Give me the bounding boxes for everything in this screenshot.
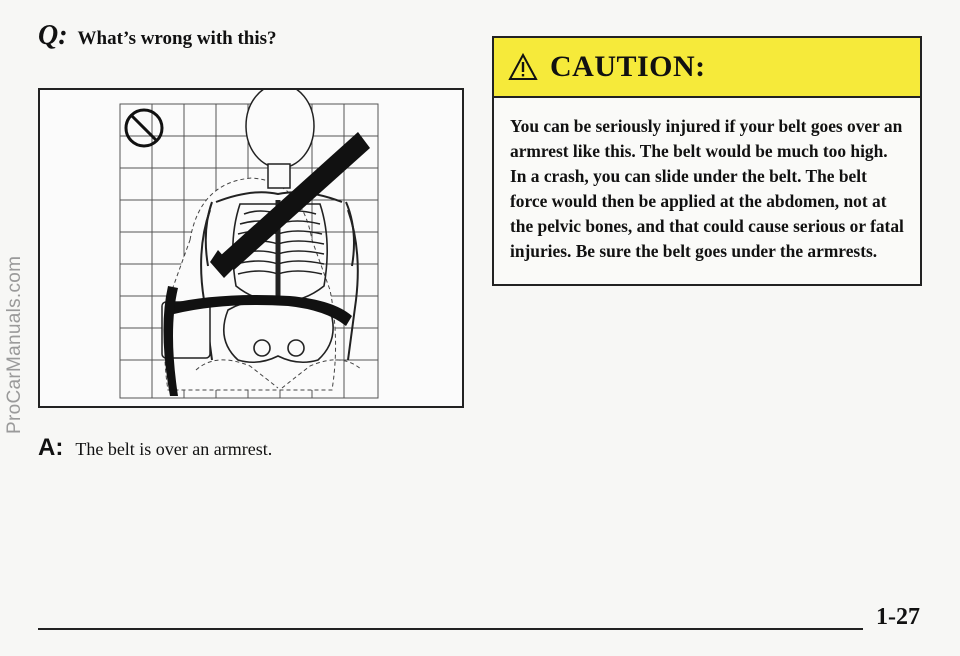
- answer-text: The belt is over an armrest.: [75, 439, 273, 459]
- prohibition-icon: [126, 110, 162, 146]
- caution-body: You can be seriously injured if your belt goes over an armrest like this. The belt would be much too high. In a crash, you can slide under the belt. The belt force would then be applied at the abdomen, not at the pelvic bones, and that could cause serious or fatal injuries. Be sure the belt goes under the armrests.: [510, 116, 904, 261]
- question-label: Q:: [38, 20, 68, 51]
- question-text: What’s wrong with this?: [77, 28, 277, 49]
- footer-rule: [38, 628, 863, 630]
- answer: [38, 434, 272, 462]
- answer-label: A:: [38, 434, 64, 461]
- belt-over-armrest-figure: [38, 88, 464, 408]
- caution-header: [494, 38, 920, 98]
- caution-title: CAUTION:: [550, 50, 706, 83]
- warning-triangle-icon: [508, 53, 538, 81]
- caution-box: [492, 36, 922, 286]
- page-number: 1-27: [876, 604, 920, 630]
- question: [38, 20, 277, 52]
- skeleton-illustration: [40, 90, 462, 406]
- watermark: ProCarManuals.com: [4, 255, 25, 435]
